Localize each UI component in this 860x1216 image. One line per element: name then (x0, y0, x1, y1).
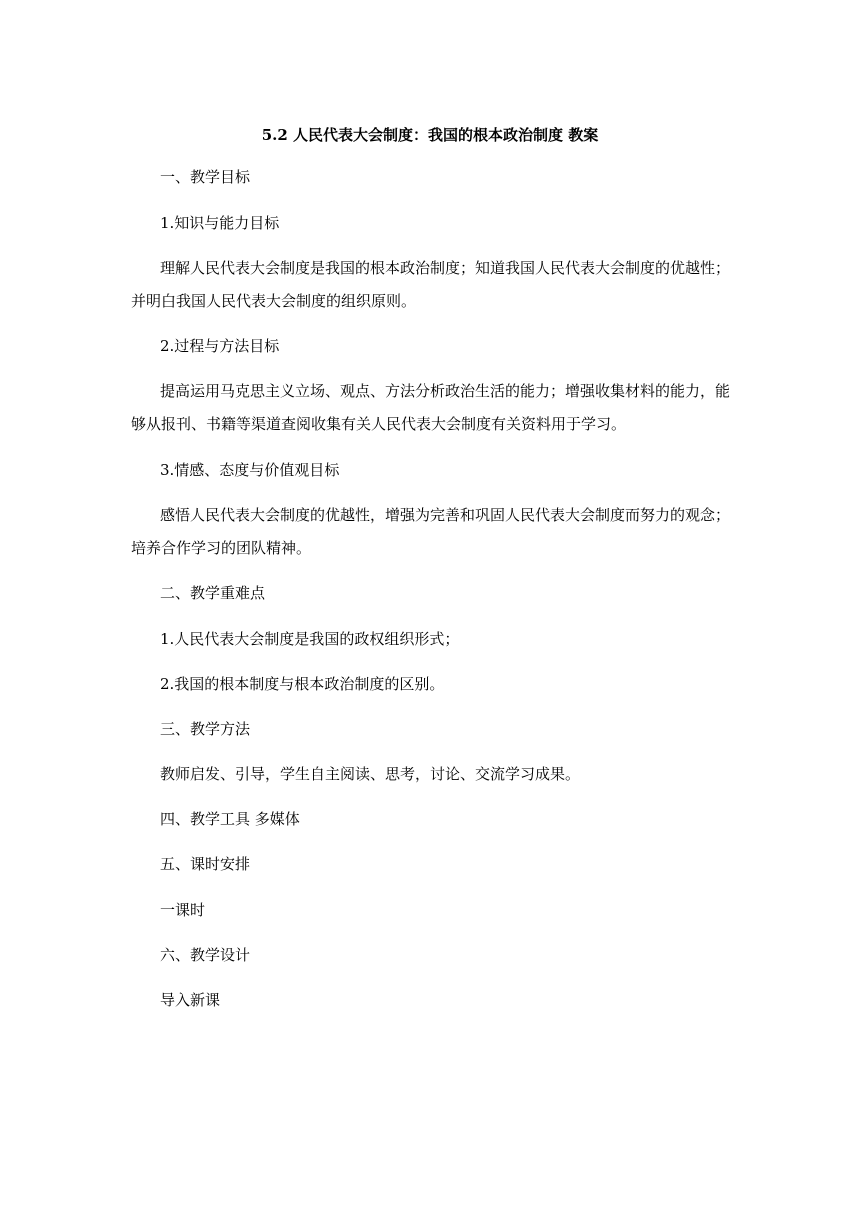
section-heading-objectives: 一、教学目标 (160, 168, 251, 186)
paragraph-line: 教师启发、引导，学生自主阅读、思考，讨论、交流学习成果。 (160, 765, 581, 783)
section-heading-tools: 四、教学工具 多媒体 (160, 810, 300, 828)
paragraph-line: 够从报刊、书籍等渠道查阅收集有关人民代表大会制度有关资料用于学习。 (131, 415, 627, 433)
paragraph-line: 一课时 (160, 901, 206, 919)
section-heading-schedule: 五、课时安排 (160, 855, 251, 873)
paragraph-line: 并明白我国人民代表大会制度的组织原则。 (131, 292, 417, 310)
paragraph-line: 培养合作学习的团队精神。 (131, 539, 312, 557)
subheading-knowledge-ability: 1.知识与能力目标 (160, 214, 280, 232)
paragraph-line: 导入新课 (160, 991, 221, 1009)
subheading-emotion-values: 3.情感、态度与价值观目标 (160, 461, 340, 479)
list-item: 2.我国的根本制度与根本政治制度的区别。 (160, 675, 445, 693)
document-title: 5.2 人民代表大会制度：我国的根本政治制度 教案 (261, 126, 599, 144)
paragraph-line: 提高运用马克思主义立场、观点、方法分析政治生活的能力；增强收集材料的能力，能 (160, 382, 731, 400)
section-heading-key-points: 二、教学重难点 (160, 584, 266, 602)
paragraph-line: 理解人民代表大会制度是我国的根本政治制度；知道我国人民代表大会制度的优越性； (160, 259, 731, 277)
section-heading-design: 六、教学设计 (160, 946, 251, 964)
subheading-process-method: 2.过程与方法目标 (160, 337, 280, 355)
section-heading-methods: 三、教学方法 (160, 720, 251, 738)
paragraph-line: 感悟人民代表大会制度的优越性，增强为完善和巩固人民代表大会制度而努力的观念； (160, 506, 731, 524)
list-item: 1.人民代表大会制度是我国的政权组织形式； (160, 630, 460, 648)
